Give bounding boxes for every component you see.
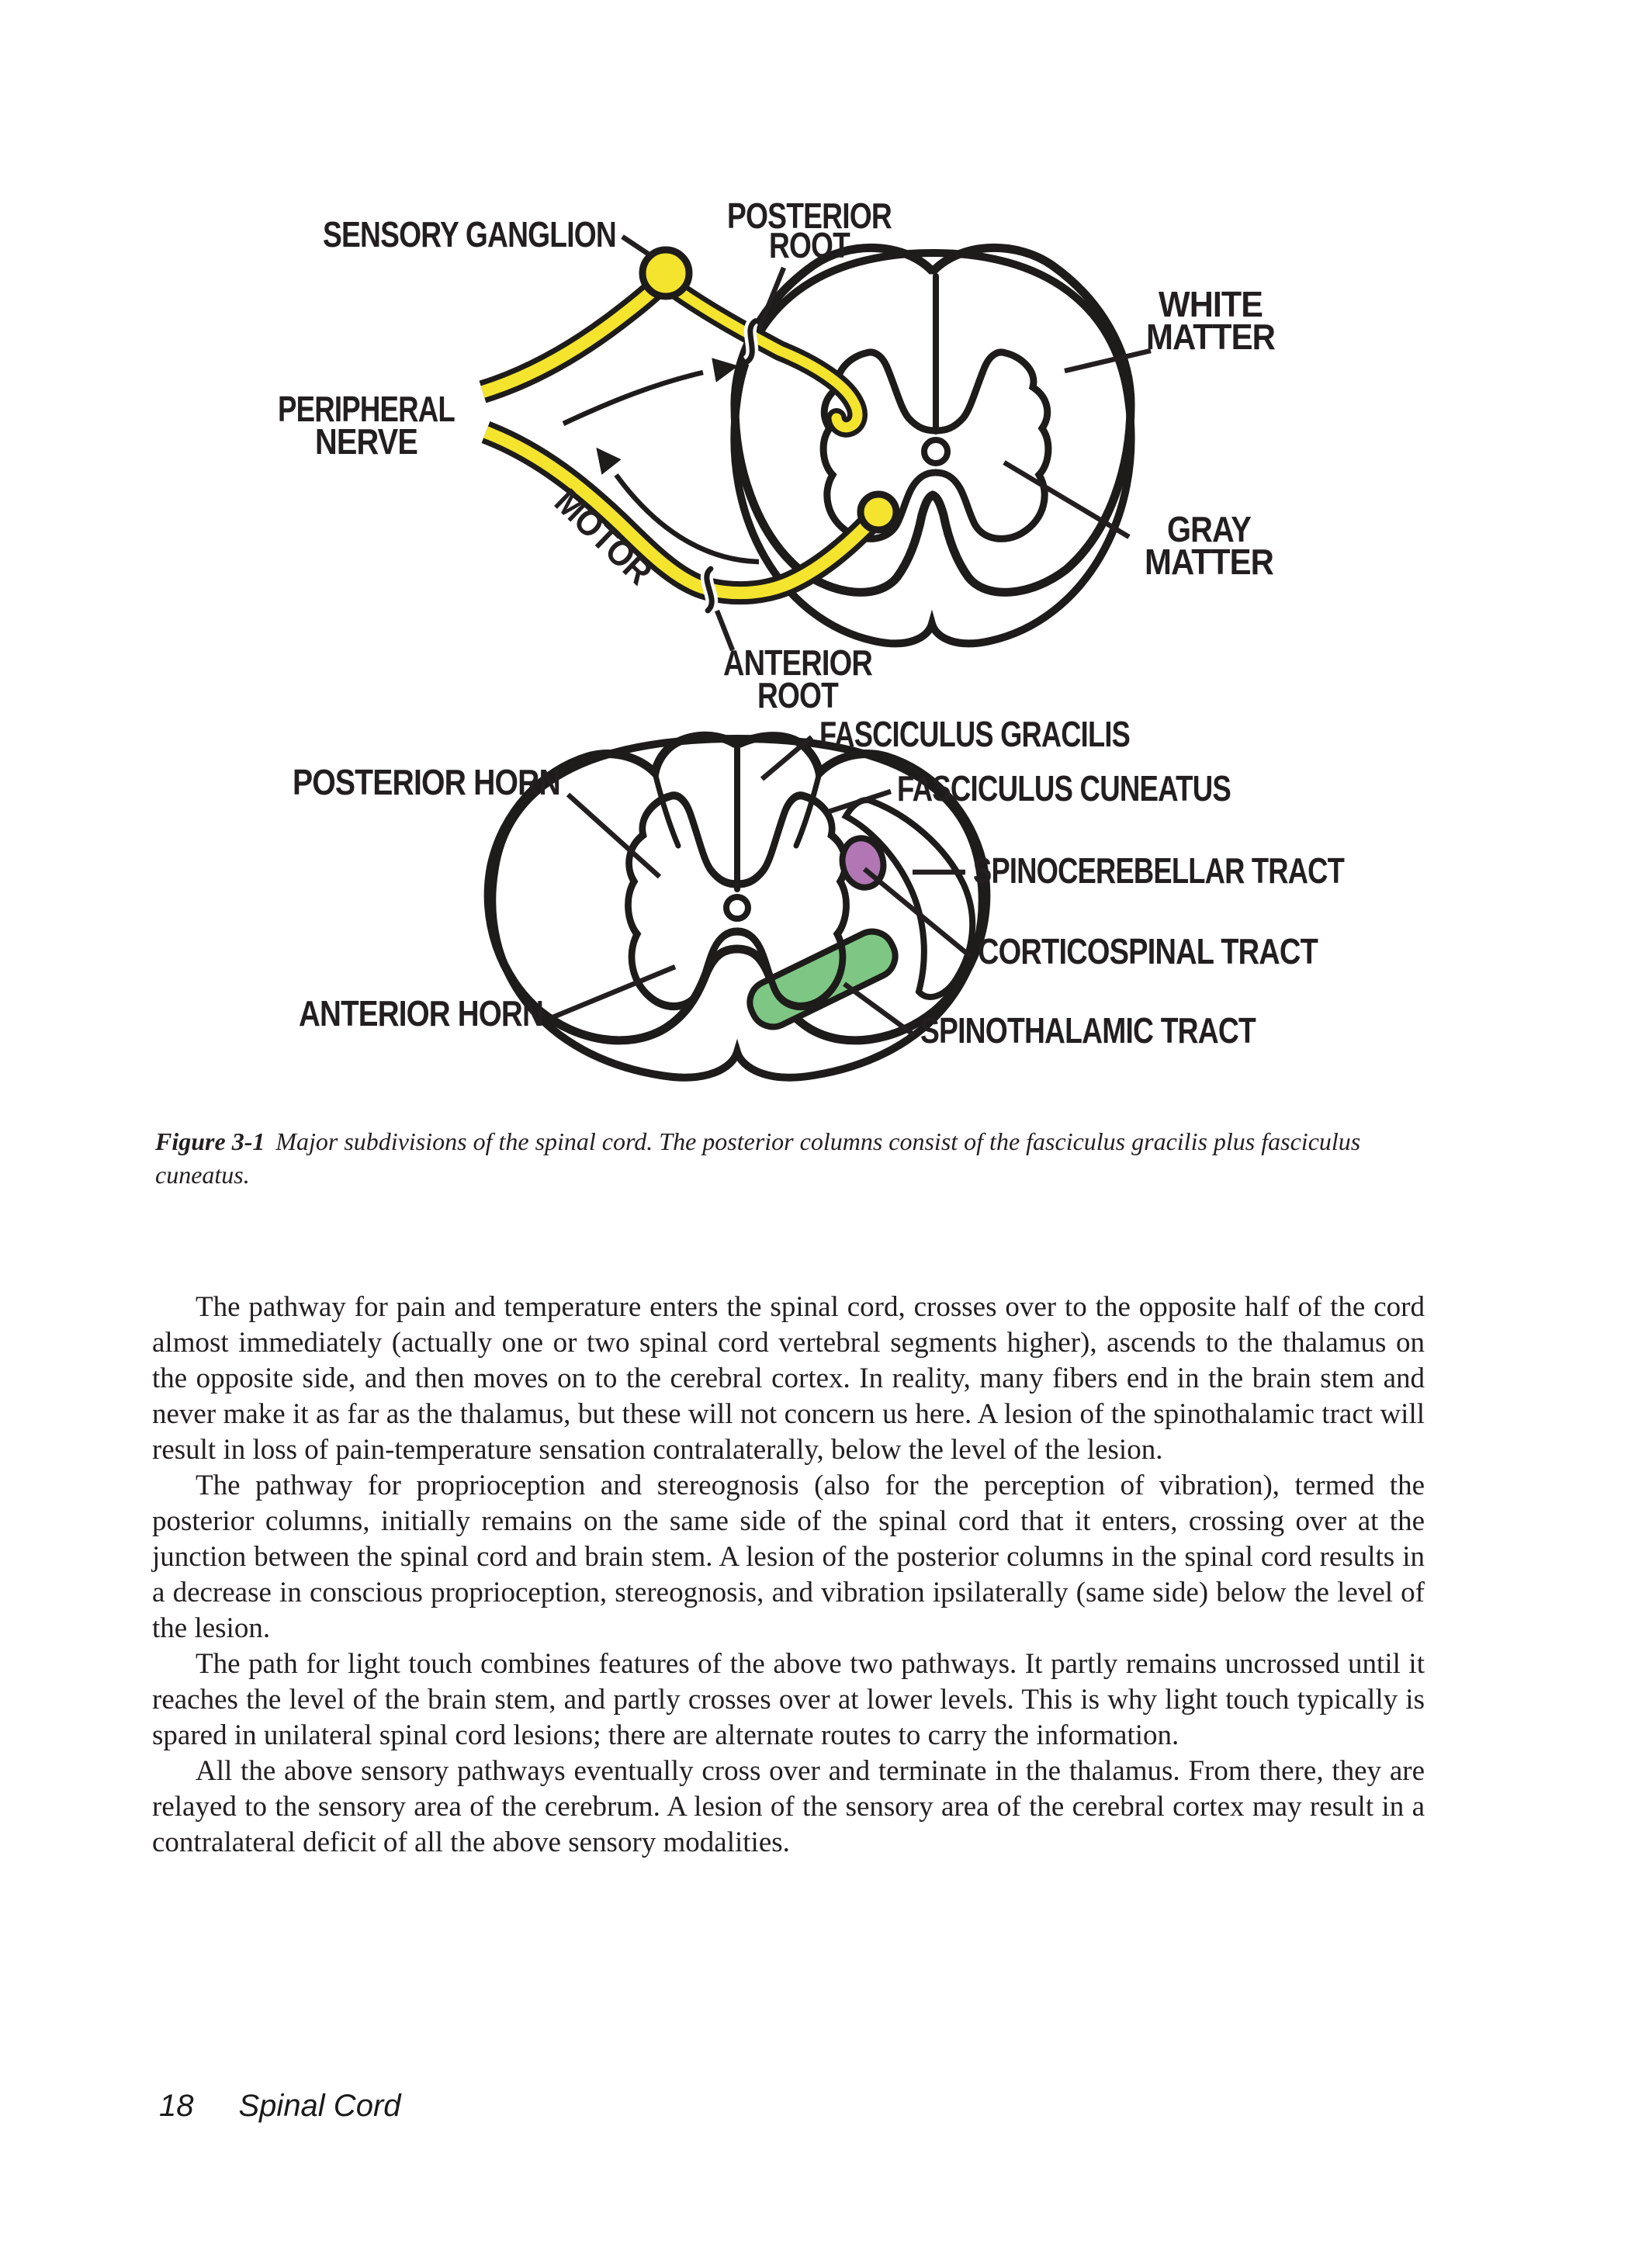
spinal-cord-tracts-diagram	[293, 714, 1345, 1078]
posterior-root-break-mark	[743, 320, 759, 363]
anterior-root-break-mark	[705, 569, 714, 611]
label-peripheral-nerve-2: NERVE	[315, 421, 417, 462]
page-footer	[159, 2089, 401, 2124]
chapter-title: Spinal Cord	[238, 2089, 401, 2123]
label-corticospinal-tract: CORTICOSPINAL TRACT	[978, 931, 1318, 971]
spinothalamic-tract-shape	[743, 924, 902, 1034]
label-anterior-root-1: ANTERIOR	[723, 642, 873, 683]
leader-anterior-horn	[551, 967, 675, 1018]
spinal-cord-top-diagram	[278, 196, 1276, 715]
label-gray-matter-1: GRAY	[1167, 509, 1252, 549]
page-number: 18	[159, 2089, 194, 2123]
figure-caption-text: Major subdivisions of the spinal cord. The posterior columns consist of the fasciculus gracilis plus fasciculus cuneatus.	[155, 1127, 1361, 1189]
label-fasciculus-cuneatus: FASCICULUS CUNEATUS	[897, 768, 1231, 809]
paragraph-light-touch: The path for light touch combines features of the above two pathways. It partly remains uncrossed until it reaches the level of the brain stem, and partly crosses over at lower levels. This is why light touch typically is spared in unilateral spinal cord lesions; there are alternate routes to carry the information.	[152, 1648, 1425, 1751]
figure-3-1-diagrams	[0, 0, 1628, 1102]
label-motor: MOTOR	[547, 480, 668, 600]
label-posterior-root-1: POSTERIOR	[727, 196, 892, 236]
posterior-intermediate-sulcus-left	[656, 776, 678, 846]
leader-white-matter	[1065, 351, 1151, 371]
paragraph-proprioception: The pathway for proprioception and stereognosis (also for the perception of vibration), termed the posterior columns, initially remains on the same side of the spinal cord that it enters, crossing over at the junction between the spinal cord and brain stem. A lesion of the posterior columns in the spinal cord results in a decrease in conscious proprioception, stereognosis, and vibration ipsilaterally (same side) below the level of the lesion.	[152, 1470, 1425, 1644]
posterior-intermediate-sulcus-right	[796, 776, 819, 846]
paragraph-pain-temperature: The pathway for pain and temperature enters the spinal cord, crosses over to the opposite half of the cord almost immediately (actually one or two spinal cord vertebral segments higher), ascends to the thalamus on the opposite side, and then moves on to the cerebral cortex. In reality, many fibers end in the brain stem and never make it as far as the thalamus, but these will not concern us here. A lesion of the spinothalamic tract will result in loss of pain-temperature sensation contralaterally, below the level of the lesion.	[152, 1291, 1425, 1466]
label-anterior-root-2: ROOT	[757, 675, 839, 715]
leader-sensory-ganglion	[622, 237, 653, 257]
label-white-matter-1: WHITE	[1159, 284, 1263, 324]
paragraph-sensory-pathways: All the above sensory pathways eventually cross over and terminate in the thalamus. From there, they are relayed to the sensory area of the cerebrum. A lesion of the sensory area of the cerebral cortex may result in a contralateral deficit of all the above sensory modalities.	[152, 1755, 1425, 1858]
central-canal-2	[726, 897, 748, 919]
label-spinocerebellar-tract: SPINOCEREBELLAR TRACT	[973, 850, 1345, 891]
motor-neuron-soma	[861, 494, 896, 530]
label-spinothalamic-tract: SPINOTHALAMIC TRACT	[920, 1010, 1256, 1051]
label-fasciculus-gracilis: FASCICULUS GRACILIS	[819, 714, 1130, 754]
sensory-fiber	[483, 286, 658, 392]
sensory-direction-arrow	[563, 354, 740, 424]
label-posterior-horn: POSTERIOR HORN	[293, 762, 560, 802]
label-anterior-horn: ANTERIOR HORN	[299, 993, 543, 1034]
leader-spinothalamic	[844, 984, 914, 1035]
label-peripheral-nerve-1: PERIPHERAL	[278, 389, 455, 429]
body-text	[152, 1290, 1425, 1861]
posterior-root-fiber	[670, 286, 857, 428]
figure-caption	[155, 1125, 1451, 1192]
label-sensory-ganglion: SENSORY GANGLION	[323, 214, 616, 255]
motor-fiber	[486, 432, 878, 600]
figure-caption-label: Figure 3-1	[155, 1127, 265, 1155]
label-posterior-root-2: ROOT	[769, 225, 850, 265]
central-canal	[924, 440, 947, 463]
label-gray-matter-2: MATTER	[1145, 542, 1274, 582]
label-white-matter-2: MATTER	[1146, 317, 1276, 357]
